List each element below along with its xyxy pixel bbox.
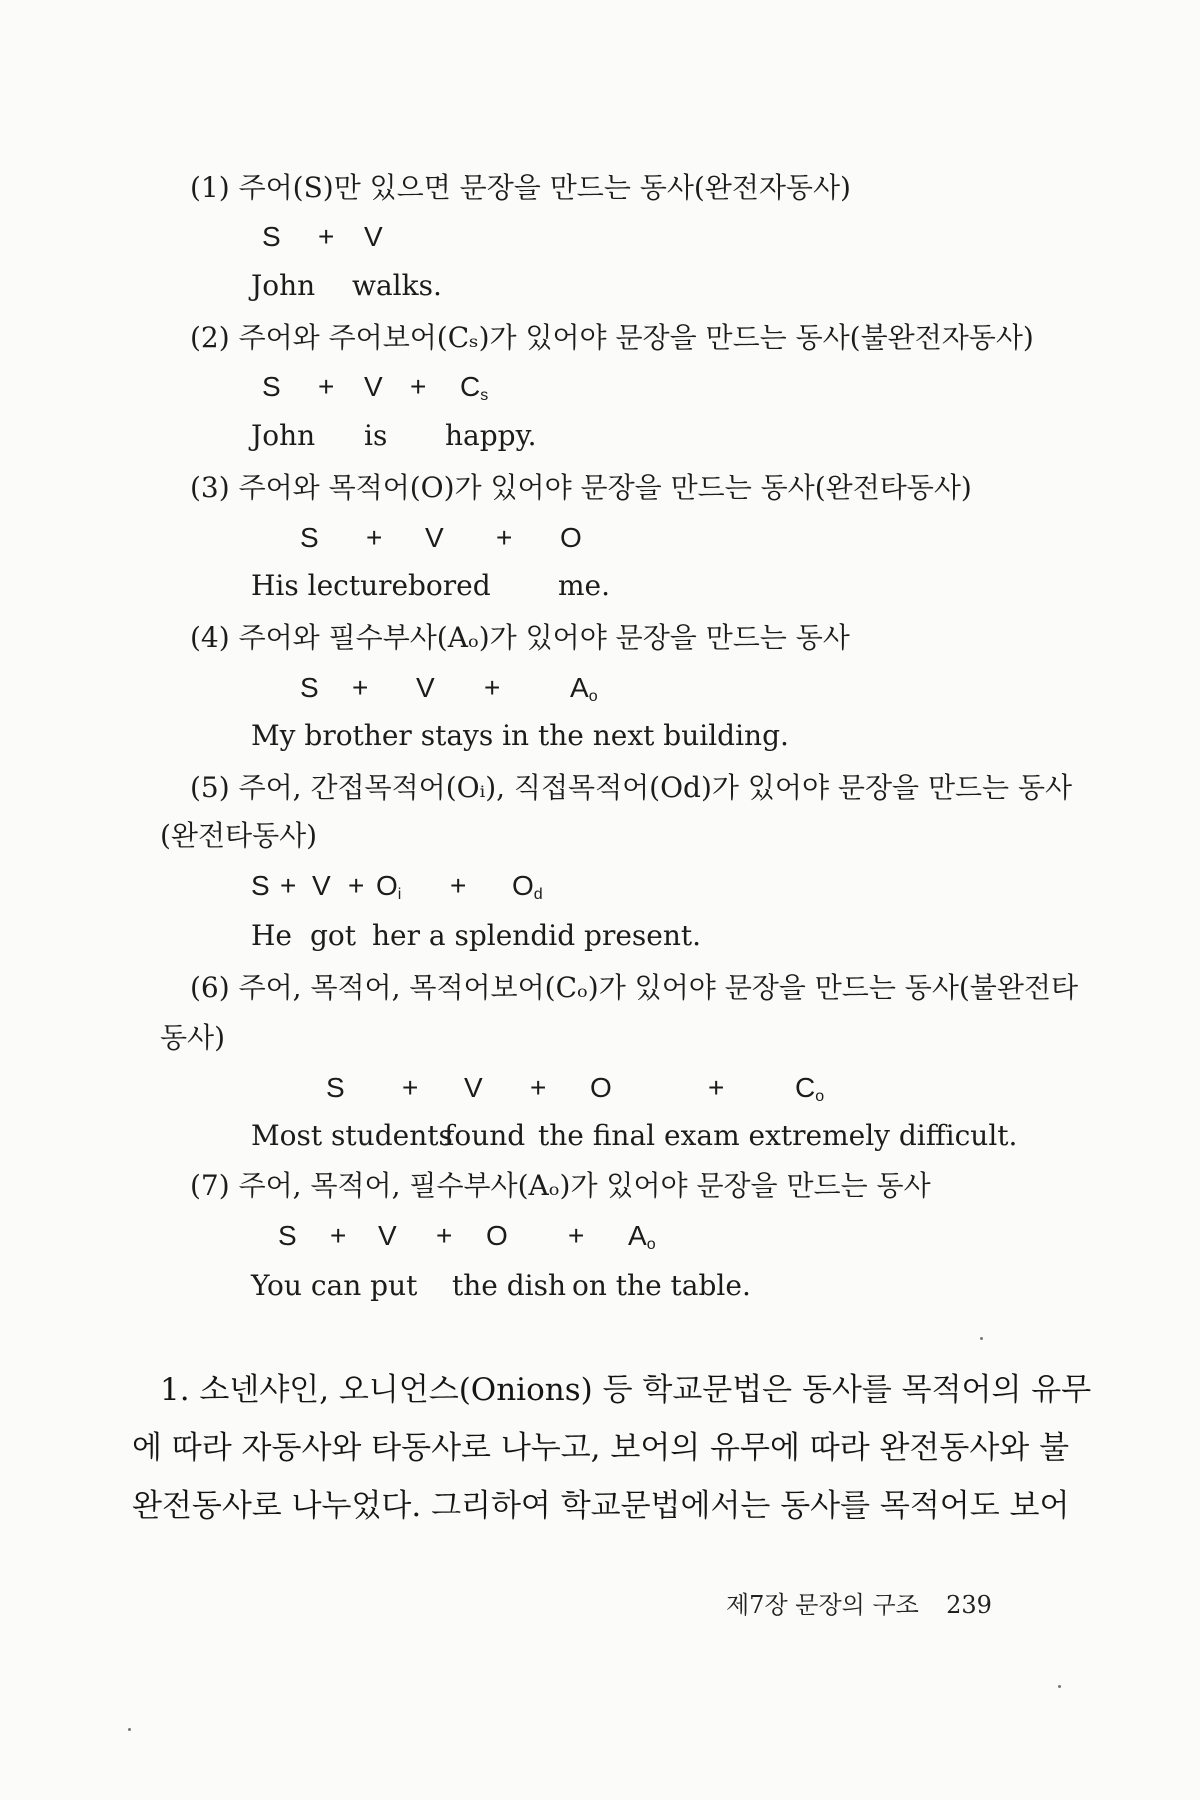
formula-subject: S <box>326 1072 345 1103</box>
formula-plus: + <box>708 1072 725 1103</box>
formula-verb: V <box>378 1220 397 1251</box>
formula-subject: S <box>300 522 319 553</box>
item-6-formula <box>0 1070 1200 1106</box>
scan-speck <box>128 1728 131 1731</box>
formula-object: O <box>590 1072 612 1103</box>
example-word: His lecture <box>251 569 409 602</box>
formula-subject: S <box>262 221 281 252</box>
formula-subject: S <box>300 672 319 703</box>
example-word: walks. <box>352 269 442 302</box>
item-5-heading-cont: (완전타동사) <box>160 819 318 852</box>
item-6-heading-cont: 동사) <box>160 1021 226 1054</box>
formula-plus: + <box>568 1220 585 1251</box>
example-word: happy. <box>445 419 537 452</box>
formula-verb: V <box>464 1072 483 1103</box>
formula-plus: + <box>352 672 369 703</box>
item-3-formula <box>0 520 1200 556</box>
formula-adverbial: $A_o$ <box>570 672 598 705</box>
formula-complement: $C_s$ <box>460 371 489 404</box>
formula-subject: S <box>251 870 270 901</box>
paragraph-line-2: 에 따라 자동사와 타동사로 나누고, 보어의 유무에 따라 완전동사와 불 <box>132 1430 1070 1466</box>
formula-object: O <box>560 522 582 553</box>
paragraph-line-3: 완전동사로 나누었다. 그리하여 학교문법에서는 동사를 목적어도 보어 <box>132 1488 1070 1524</box>
example-word: found <box>444 1119 526 1152</box>
formula-plus: + <box>318 371 335 402</box>
formula-subject: S <box>278 1220 297 1251</box>
paragraph-line-1: 1. 소넨샤인, 오니언스(Onions) 등 학교문법은 동사를 목적어의 유무 <box>160 1372 1092 1408</box>
example-word: He <box>251 919 292 952</box>
item-4-formula <box>0 670 1200 706</box>
item-7-formula <box>0 1218 1200 1254</box>
item-2-heading: (2) 주어와 주어보어(Cₛ)가 있어야 문장을 만드는 동사(불완전자동사) <box>190 321 1034 354</box>
example-word: Most students <box>251 1119 453 1152</box>
example-word: bored <box>408 569 491 602</box>
formula-adverbial: $A_o$ <box>628 1220 656 1253</box>
formula-subject: S <box>262 371 281 402</box>
item-7-heading: (7) 주어, 목적어, 필수부사(Aₒ)가 있어야 문장을 만드는 동사 <box>190 1169 931 1202</box>
example-word: on the table. <box>572 1269 751 1302</box>
formula-plus: + <box>530 1072 547 1103</box>
formula-verb: V <box>312 870 331 901</box>
item-1-formula <box>0 219 1200 255</box>
example-word: her a splendid present. <box>372 919 702 952</box>
example-word: John <box>251 419 316 452</box>
scan-speck <box>980 1337 983 1340</box>
page-number: 239 <box>946 1591 992 1619</box>
formula-plus: + <box>280 870 297 901</box>
example-word: is <box>364 419 388 452</box>
example-word: John <box>251 269 316 302</box>
formula-direct-object: $O_d$ <box>512 870 543 903</box>
formula-object-complement: $C_o$ <box>795 1072 825 1105</box>
formula-plus: + <box>348 870 365 901</box>
formula-plus: + <box>366 522 383 553</box>
formula-verb: V <box>416 672 435 703</box>
formula-plus: + <box>496 522 513 553</box>
example-word: the dish <box>452 1269 567 1302</box>
item-5-heading: (5) 주어, 간접목적어(Oᵢ), 직접목적어(Od)가 있어야 문장을 만드는 동사 <box>190 771 1073 804</box>
formula-verb: V <box>364 371 383 402</box>
formula-plus: + <box>484 672 501 703</box>
formula-plus: + <box>436 1220 453 1251</box>
formula-plus: + <box>410 371 427 402</box>
formula-plus: + <box>318 221 335 252</box>
example-word: You can put <box>251 1269 418 1302</box>
item-1-heading: (1) 주어(S)만 있으면 문장을 만드는 동사(완전자동사) <box>190 171 851 204</box>
formula-verb: V <box>425 522 444 553</box>
formula-verb: V <box>364 221 383 252</box>
formula-plus: + <box>450 870 467 901</box>
item-2-formula <box>0 369 1200 405</box>
formula-plus: + <box>402 1072 419 1103</box>
formula-object: O <box>486 1220 508 1251</box>
running-footer <box>726 1590 992 1620</box>
item-5-formula <box>0 868 1200 904</box>
chapter-title: 제7장 문장의 구조 <box>726 1591 919 1619</box>
example-word: got <box>310 919 357 952</box>
formula-plus: + <box>330 1220 347 1251</box>
example-word: the final exam extremely difficult. <box>538 1119 1018 1152</box>
item-4-example: My brother stays in the next building. <box>251 719 789 752</box>
formula-indirect-object: $O_i$ <box>376 870 402 903</box>
item-6-heading: (6) 주어, 목적어, 목적어보어(Cₒ)가 있어야 문장을 만드는 동사(불완전타 <box>190 971 1078 1004</box>
scan-speck <box>1058 1685 1061 1688</box>
item-4-heading: (4) 주어와 필수부사(Aₒ)가 있어야 문장을 만드는 동사 <box>190 621 850 654</box>
example-word: me. <box>558 569 611 602</box>
item-3-heading: (3) 주어와 목적어(O)가 있어야 문장을 만드는 동사(완전타동사) <box>190 471 972 504</box>
